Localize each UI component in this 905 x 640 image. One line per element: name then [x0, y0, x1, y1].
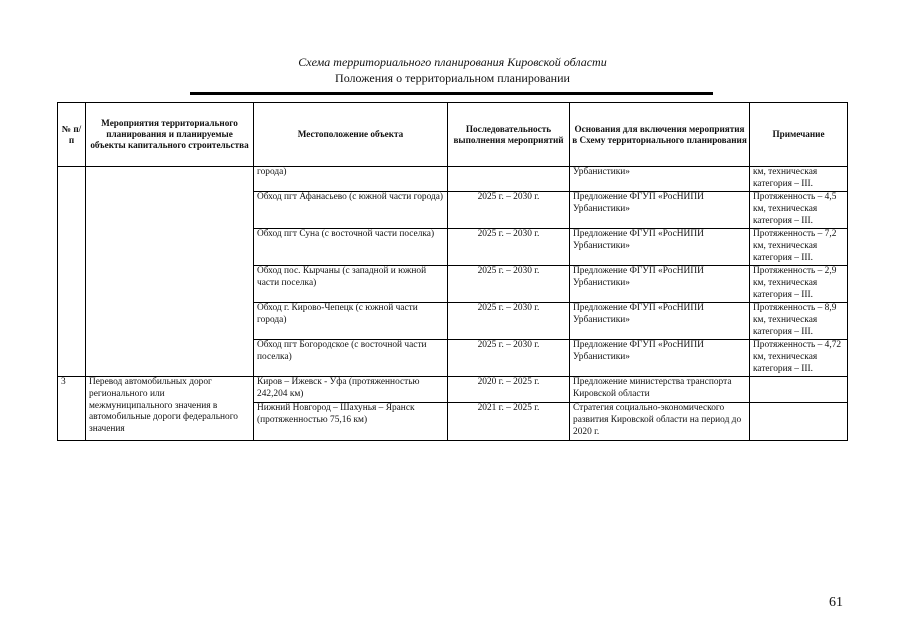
document-title: Схема территориального планирования Кировской области: [298, 55, 607, 69]
note-cell: Протяженность – 4,72 км, техническая категория – III.: [750, 340, 848, 377]
basis-cell: Предложение ФГУП «РосНИПИ Урбанистики»: [570, 340, 750, 377]
number-cell: 3: [58, 377, 86, 441]
note-cell: Протяженность – 8,9 км, техническая категория – III.: [750, 303, 848, 340]
header-location: Местоположение объекта: [254, 103, 448, 167]
location-cell: Обход пос. Кырчаны (с западной и южной части поселка): [254, 266, 448, 303]
basis-cell: Предложение министерства транспорта Кировской области: [570, 377, 750, 403]
number-cell-continued: [58, 167, 86, 377]
period-cell: 2025 г. – 2030 г.: [448, 229, 570, 266]
header-activity: Мероприятия территориального планирования и планируемые объекты капитального строительства: [86, 103, 254, 167]
note-cell: [750, 377, 848, 403]
header-period: Последовательность выполнения мероприятий: [448, 103, 570, 167]
location-cell: Нижний Новгород – Шахунья – Яранск (протяженностью 75,16 км): [254, 403, 448, 441]
period-cell: 2025 г. – 2030 г.: [448, 340, 570, 377]
period-cell: 2025 г. – 2030 г.: [448, 266, 570, 303]
location-cell: Обход пгт Богородское (с восточной части поселка): [254, 340, 448, 377]
note-cell: [750, 403, 848, 441]
note-cell: км, техническая категория – III.: [750, 167, 848, 192]
header-note: Примечание: [750, 103, 848, 167]
planning-table: [57, 102, 848, 441]
basis-cell: Предложение ФГУП «РосНИПИ Урбанистики»: [570, 192, 750, 229]
document-subtitle: Положения о территориальном планировании: [335, 71, 570, 85]
location-cell: Обход г. Кирово-Чепецк (с южной части города): [254, 303, 448, 340]
note-cell: Протяженность – 4,5 км, техническая категория – III.: [750, 192, 848, 229]
note-cell: Протяженность – 2,9 км, техническая категория – III.: [750, 266, 848, 303]
header-number: № п/п: [58, 103, 86, 167]
activity-cell: Перевод автомобильных дорог регионального или межмуниципального значения в автомобильные дороги федерального значения: [86, 377, 254, 441]
period-cell: 2020 г. – 2025 г.: [448, 377, 570, 403]
period-cell: [448, 167, 570, 192]
table-row: [58, 167, 848, 192]
location-cell: города): [254, 167, 448, 192]
basis-cell: Урбанистики»: [570, 167, 750, 192]
location-cell: Киров – Ижевск - Уфа (протяженностью 242,204 км): [254, 377, 448, 403]
location-cell: Обход пгт Афанасьево (с южной части города): [254, 192, 448, 229]
basis-cell: Предложение ФГУП «РосНИПИ Урбанистики»: [570, 229, 750, 266]
basis-cell: Предложение ФГУП «РосНИПИ Урбанистики»: [570, 303, 750, 340]
header-basis: Основания для включения мероприятия в Схему территориального планирования: [570, 103, 750, 167]
page-number: 61: [829, 595, 843, 610]
period-cell: 2021 г. – 2025 г.: [448, 403, 570, 441]
basis-cell: Предложение ФГУП «РосНИПИ Урбанистики»: [570, 266, 750, 303]
period-cell: 2025 г. – 2030 г.: [448, 303, 570, 340]
header-rule: [190, 92, 713, 95]
location-cell: Обход пгт Суна (с восточной части поселка): [254, 229, 448, 266]
activity-cell-continued: [86, 167, 254, 377]
table-row: [58, 377, 848, 403]
note-cell: Протяженность – 7,2 км, техническая категория – III.: [750, 229, 848, 266]
basis-cell: Стратегия социально-экономического развития Кировской области на период до 2020 г.: [570, 403, 750, 441]
table-header-row: [58, 103, 848, 167]
period-cell: 2025 г. – 2030 г.: [448, 192, 570, 229]
